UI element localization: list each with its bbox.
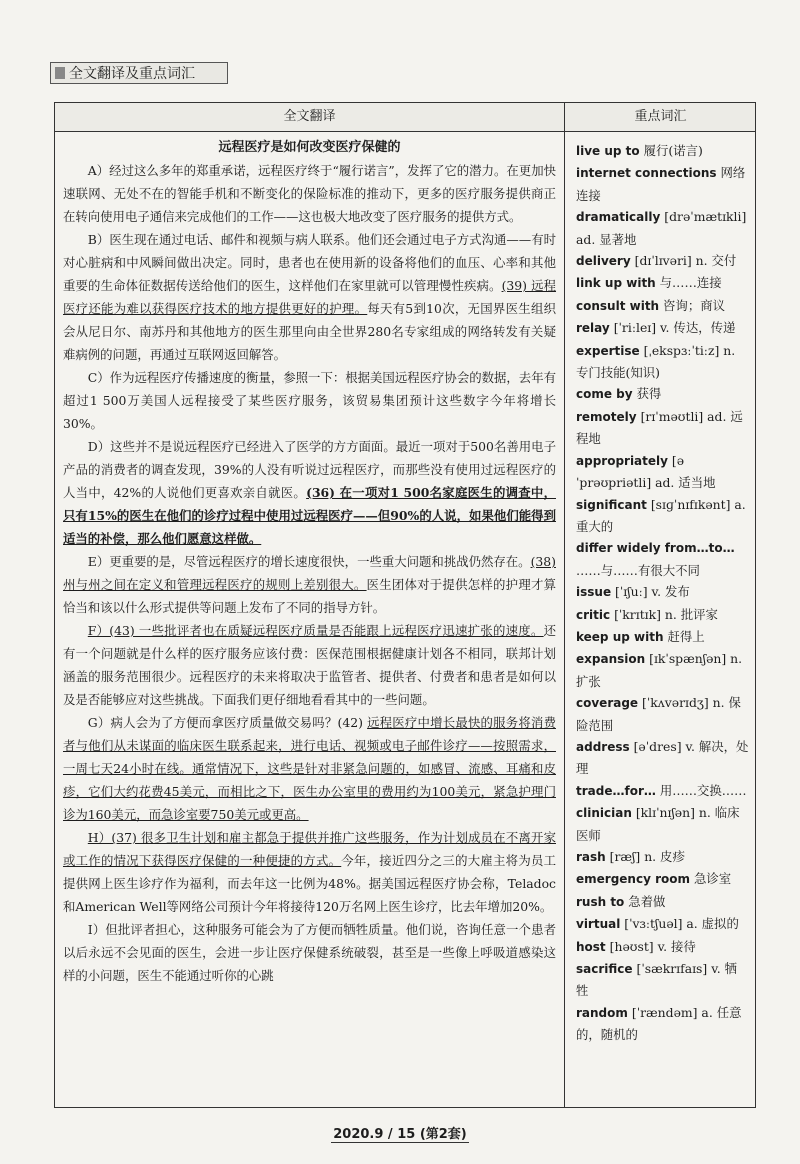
- vocab-definition: [sɪɡˈnɪfɪkənt] a. 重大的: [576, 496, 746, 534]
- vocab-entry: [576, 140, 749, 162]
- header-translation: 全文翻译: [283, 109, 336, 124]
- sentence: C）作为远程医疗传播速度的衡量，参照一下：根据美国远程医疗协会的数据，去年有超过1 500万美国人远程接受了某些医疗服务，该贸易集团预计这些数字今年将增长30%。: [63, 370, 556, 431]
- article-paragraph: [63, 550, 556, 619]
- section-marker-icon: [55, 67, 65, 79]
- article-paragraph: [63, 228, 556, 366]
- vocab-definition: [ˈrændəm] a. 任意的，随机的: [576, 1004, 742, 1043]
- vocab-definition: [əˈprəʊpriətli] ad. 适当地: [576, 452, 716, 491]
- vocab-definition: [ˈkrɪtɪk] n. 批评家: [614, 606, 718, 622]
- article-paragraph: [63, 159, 556, 228]
- sentence: B）医生现在通过电话、邮件和视频与病人联系。他们还会通过电子方式沟通——有时对心脏病和中风瞬间做出决定。同时，患者也在使用新的设备将他们的血压、心率和其他重要的生命体征数据传送给他们的医生，这样他们在家里就可以管理慢性疾病。: [63, 232, 556, 293]
- section-label-text: 全文翻译及重点词汇: [69, 66, 195, 82]
- highlighted-sentence: (39) 远程医疗还能为难以获得医疗技术的地方提供更好的护理。: [63, 278, 557, 316]
- vocab-definition: [ˈkʌvərɪdʒ] n. 保险范围: [576, 695, 741, 733]
- vocabulary-column: [566, 132, 755, 1107]
- vocab-term: consult with: [576, 298, 660, 313]
- vocab-entry: [576, 648, 749, 692]
- article-body: [63, 159, 556, 987]
- vocab-definition: 急着做: [628, 893, 666, 909]
- sentence: 医生团体对于提供怎样的护理才算恰当和该以什么形式提供等问题上发布了不同的指导方针。: [63, 577, 557, 615]
- sentence: 每天有5到10次，无国界医生组织会从尼日尔、南苏丹和其他地方的医生那里向由全世界280名专家组成的网络转发有关疑难病例的问题，再通过互联网返回解答。: [63, 301, 557, 362]
- vocab-term: rash: [576, 850, 606, 864]
- vocab-entry: [576, 802, 749, 846]
- vocab-entry: [576, 406, 749, 450]
- vocab-term: appropriately: [576, 453, 668, 468]
- sentence: I）但批评者担心，这种服务可能会为了方便而牺牲质量。他们说，咨询任意一个患者以后永远不会见面的医生，会进一步让医疗保健系统破裂，甚至是一些像上呼吸道感染这样的小问题，医生不能通过听你的心跳: [63, 922, 556, 983]
- vocab-term: coverage: [576, 696, 639, 711]
- vocab-definition: 与……连接: [659, 275, 722, 291]
- sentence: G）病人会为了方便而拿医疗质量做交易吗？(42): [87, 715, 368, 730]
- vocab-entry: [576, 162, 749, 206]
- vocab-entry: [576, 913, 749, 935]
- article-paragraph: [63, 711, 556, 826]
- highlighted-sentence: H）(37) 很多卫生计划和雇主都急于提供并推广这些服务，作为计划成员在不离开家或工作的情况下获得医疗保健的一种便捷的方式。: [63, 830, 556, 868]
- vocab-definition: [əˈdres] v. 解决，处理: [576, 738, 749, 777]
- vocab-definition: [klɪˈnɪʃən] n. 临床医师: [576, 805, 740, 843]
- highlighted-sentence: 通常情况下，这些是针对非紧急问题的，如感冒、流感、耳痛和皮疹，它们大约花费45美元，而相比之下，医生办公室里的费用约为100美元，紧急护理门诊为160美元，而急诊室要750美元或更高。: [63, 761, 556, 822]
- vocab-definition: [ˈsækrɪfaɪs] v. 牺牲: [576, 961, 737, 999]
- vocab-entry: [576, 537, 749, 581]
- vocab-term: keep up with: [576, 629, 664, 644]
- vocab-term: host: [576, 939, 606, 954]
- vocab-definition: 获得: [636, 386, 662, 402]
- vocab-term: relay: [576, 321, 610, 336]
- vocab-term: significant: [576, 497, 647, 512]
- article-paragraph: [63, 366, 556, 435]
- vocab-term: delivery: [576, 254, 631, 269]
- sentence: E）更重要的是，尽管远程医疗的增长速度很快，一些重大问题和挑战仍然存在。: [87, 554, 531, 569]
- vocab-term: live up to: [576, 144, 640, 158]
- vocab-term: remotely: [576, 409, 637, 424]
- vocab-entry: [576, 1002, 749, 1046]
- vocab-term: expansion: [576, 652, 646, 667]
- vocab-term: differ widely from…to…: [576, 541, 735, 556]
- vocab-definition: 急诊室: [693, 871, 732, 887]
- page-number: 2020.9 / 15 (第2套): [333, 1127, 467, 1142]
- vocab-definition: [rɪˈməʊtli] ad. 远程地: [576, 408, 743, 447]
- vocab-entry: [576, 272, 749, 294]
- vocab-term: rush to: [576, 894, 625, 909]
- vocab-definition: 赶得上: [667, 628, 705, 644]
- vocab-entry: [576, 736, 749, 780]
- article-paragraph: [63, 918, 556, 987]
- vocab-term: expertise: [576, 343, 640, 358]
- vocab-entry: [576, 846, 749, 868]
- vocab-definition: [ræʃ] n. 皮疹: [609, 849, 685, 864]
- vocab-term: issue: [576, 585, 612, 600]
- table-header: [55, 103, 755, 132]
- vocab-definition: [ɪkˈspænʃən] n. 扩张: [576, 651, 743, 689]
- vocab-term: link up with: [576, 276, 656, 291]
- header-vocabulary: 重点词汇: [634, 109, 687, 124]
- article-paragraph: [63, 435, 556, 550]
- vocab-term: emergency room: [576, 872, 690, 887]
- page-footer: [0, 1123, 800, 1142]
- vocab-term: address: [576, 739, 630, 754]
- vocab-entry: [576, 780, 749, 802]
- article-paragraph: [63, 619, 556, 711]
- vocab-definition: 用……交换……: [659, 782, 747, 798]
- article-paragraph: [63, 826, 556, 918]
- vocab-entry: [576, 340, 749, 384]
- vocab-term: clinician: [576, 806, 632, 821]
- translation-vocab-table: [54, 102, 756, 1108]
- section-label: [50, 62, 228, 84]
- article-title: 远程医疗是如何改变医疗保健的: [218, 140, 401, 155]
- vocab-entry: [576, 581, 749, 603]
- vocab-definition: 网络连接: [576, 165, 746, 203]
- vocab-definition: ……与……有很大不同: [576, 562, 700, 578]
- vocab-entry: [576, 317, 749, 339]
- vocab-definition: [ˌekspɜːˈtiːz] n. 专门技能(知识): [576, 342, 736, 381]
- vocab-entry: [576, 868, 749, 890]
- vocab-entry: [576, 450, 749, 494]
- sentence: A）经过这么多年的郑重承诺，远程医疗终于“履行诺言”，发挥了它的潜力。在更加快速联网、无处不在的智能手机和不断变化的保险标准的推动下，更多的医疗服务提供商正在转向使用电子通信来完成他们的工作——这也极大地改变了医疗服务的提供方式。: [63, 163, 556, 224]
- vocab-entry: [576, 936, 749, 958]
- vocab-entry: [576, 383, 749, 405]
- vocab-term: random: [576, 1005, 628, 1020]
- vocab-definition: [ˈɪʃuː] v. 发布: [615, 584, 690, 600]
- vocab-entry: [576, 604, 749, 626]
- vocab-entry: [576, 250, 749, 272]
- vocab-term: trade…for…: [576, 783, 656, 798]
- highlighted-sentence: (36) 在一项对1 500名家庭医生的调查中，只有15%的医生在他们的诊疗过程中使用过远程医疗——但90%的人说，如果他们能得到适当的补偿，那么他们愿意这样做。: [63, 485, 556, 546]
- vocab-entry: [576, 958, 749, 1002]
- column-divider: [564, 103, 565, 1107]
- vocab-term: internet connections: [576, 166, 717, 181]
- vocab-term: critic: [576, 607, 611, 622]
- vocab-definition: [dɪˈlɪvəri] n. 交付: [634, 253, 737, 269]
- vocab-definition: 咨询；商议: [663, 297, 725, 313]
- vocabulary-list: [576, 140, 749, 1046]
- vocab-entry: [576, 206, 749, 250]
- vocab-definition: [həʊst] v. 接待: [609, 938, 696, 954]
- vocab-entry: [576, 692, 749, 736]
- vocab-term: dramatically: [576, 210, 661, 225]
- vocab-definition: [ˈvɜːtʃuəl] a. 虚拟的: [624, 916, 739, 932]
- sentence: 还有一个问题就是什么样的医疗服务应该付费：医保范围根据健康计划各不相同，联邦计划涵盖的服务范围很少。远程医疗的未来将取决于监管者、提供者、付费者和患者是如何以及是否能够应对这些挑战。下面我们更仔细地看看其中的一些问题。: [63, 623, 556, 707]
- sentence: D）这些并不是说远程医疗已经进入了医学的方方面面。最近一项对于500名善用电子产品的消费者的调查发现，39%的人没有听说过远程医疗，而那些没有使用过远程医疗的人当中，42%的人说他们更喜欢亲自就医。: [63, 439, 556, 500]
- vocab-term: come by: [576, 387, 633, 402]
- sentence: 今年，接近四分之三的大雇主将为员工提供网上医生诊疗作为福利，而去年这一比例为48%。据美国远程医疗协会称，Teladoc和American Well等网络公司预计今年将接待120万名网上医生诊疗，比去年增加20%。: [63, 853, 557, 914]
- vocab-definition: [drəˈmætɪkli] ad. 显著地: [576, 209, 747, 247]
- vocab-term: virtual: [576, 917, 621, 932]
- vocab-definition: [ˈriːleɪ] v. 传达，传递: [613, 320, 736, 336]
- highlighted-sentence: F）(43) 一些批评者也在质疑远程医疗质量是否能跟上远程医疗迅速扩张的速度。: [87, 623, 544, 638]
- highlighted-sentence: (38) 州与州之间在定义和管理远程医疗的规则上差别很大。: [63, 554, 556, 592]
- vocab-entry: [576, 891, 749, 913]
- vocab-entry: [576, 494, 749, 538]
- vocab-entry: [576, 295, 749, 317]
- translation-column: [55, 132, 564, 1107]
- vocab-definition: 履行(诺言): [643, 143, 703, 158]
- vocab-entry: [576, 626, 749, 648]
- vocab-term: sacrifice: [576, 962, 633, 977]
- highlighted-sentence: 远程医疗中增长最快的服务将消费者与他们从未谋面的临床医生联系起来，进行电话、视频或电子邮件诊疗——按照需求，一周七天24小时在线。: [63, 715, 556, 776]
